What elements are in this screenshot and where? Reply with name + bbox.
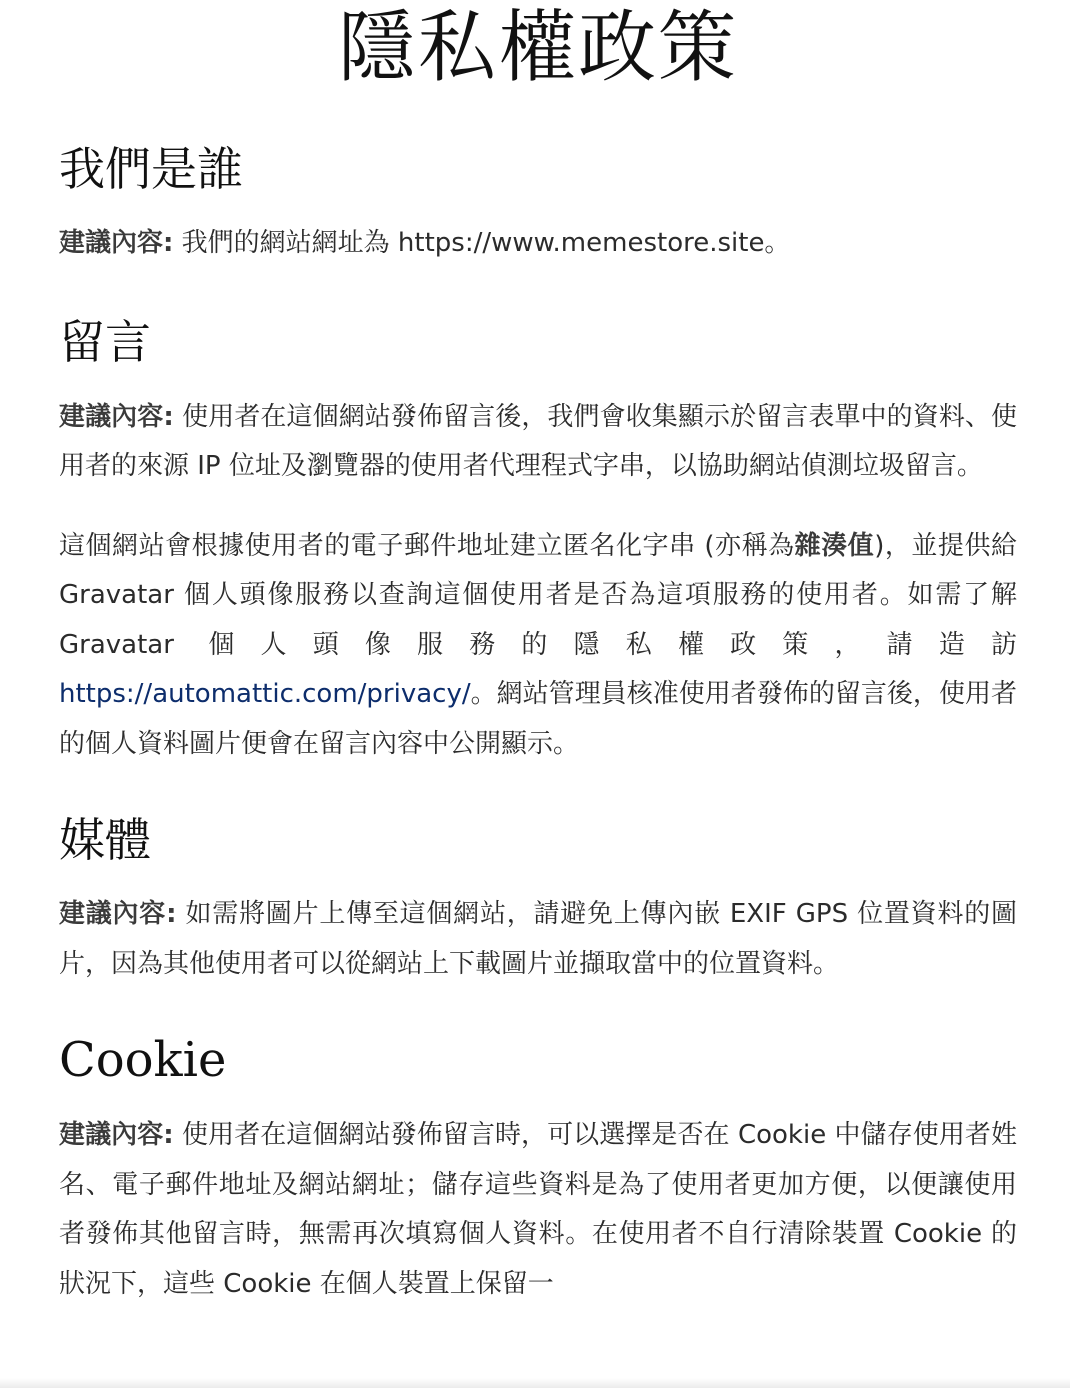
suggested-label: 建議內容: xyxy=(59,899,177,929)
automattic-privacy-link[interactable]: https://automattic.com/privacy/ xyxy=(59,679,471,709)
suggested-label: 建議內容: xyxy=(59,401,174,432)
section-heading-who-we-are: 我們是誰 xyxy=(59,142,243,196)
hash-term: 雜湊值 xyxy=(794,530,875,561)
media-body: 如需將圖片上傳至這個網站，請避免上傳內嵌 EXIF GPS 位置資料的圖片，因為其他使用者可以從網站上下載圖片並擷取當中的位置資料。 xyxy=(59,899,1017,979)
gravatar-text-mid: )，並提供給 Gravatar 個人頭像服務以查詢這個使用者是否為這項服務的使用者。如需了解 Gravatar 個人頭像服務的隱私權政策，請造訪 xyxy=(59,530,1017,660)
bottom-scroll-fade xyxy=(0,1378,1070,1388)
comments-body: 使用者在這個網站發佈留言後，我們會收集顯示於留言表單中的資料、使用者的來源 IP 位址及瀏覽器的使用者代理程式字串，以協助網站偵測垃圾留言。 xyxy=(59,401,1018,481)
section-text-comments xyxy=(59,393,1017,492)
section-text-media xyxy=(59,890,1017,989)
gravatar-text-before: 這個網站會根據使用者的電子郵件地址建立匿名化字串 (亦稱為 xyxy=(59,530,795,561)
section-heading-cookie: Cookie xyxy=(59,1032,227,1088)
gravatar-text-after: 。網站管理員核准使用者發佈的留言後，使用者的個人資料圖片便會在留言內容中公開顯示。 xyxy=(59,679,1017,759)
who-we-are-body: 我們的網站網址為 https://www.memestore.site。 xyxy=(173,228,791,258)
privacy-policy-page xyxy=(59,0,1017,1309)
cookie-body: 使用者在這個網站發佈留言時，可以選擇是否在 Cookie 中儲存使用者姓名、電子郵件地址及網站網址；儲存這些資料是為了使用者更加方便，以便讓使用者發佈其他留言時，無需再次填寫個人資料。在使用者不自行清除裝置 Cookie 的狀況下，這些 Cookie 在個人裝置上保留一 xyxy=(59,1120,1017,1299)
section-heading-media: 媒體 xyxy=(59,813,151,867)
suggested-label: 建議內容: xyxy=(59,1120,174,1150)
page-title: 隱私權政策 xyxy=(337,3,738,93)
suggested-label: 建議內容: xyxy=(59,228,174,258)
section-heading-comments: 留言 xyxy=(59,314,151,369)
section-text-cookie xyxy=(59,1111,1017,1309)
section-text-gravatar xyxy=(59,522,1017,770)
section-text-who-we-are xyxy=(59,219,1017,269)
